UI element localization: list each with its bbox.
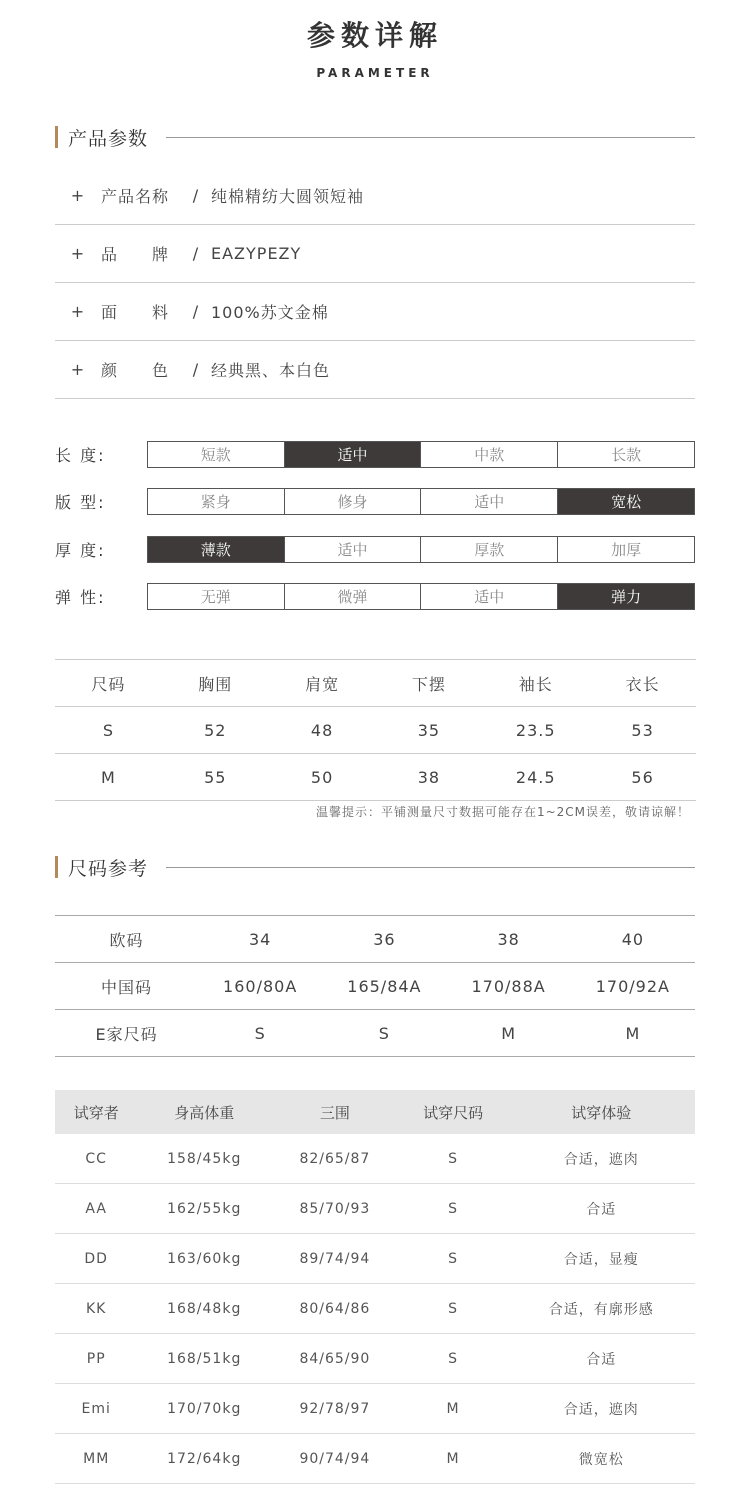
page-subtitle: PARAMETER [316, 66, 434, 80]
separator: / [192, 185, 200, 205]
product-section-header [55, 125, 695, 149]
table-cell: S [198, 1010, 322, 1057]
table-cell: 170/88A [447, 963, 571, 1010]
param-label: 面 料 [101, 302, 170, 322]
size-table-header [55, 660, 696, 707]
scale-row [55, 441, 695, 468]
table-cell: S [399, 1184, 508, 1234]
table-cell: 合适，有廓形感 [507, 1284, 695, 1334]
scale-option: 宽松 [557, 489, 694, 514]
table-cell: 52 [162, 707, 269, 754]
table-row [55, 707, 696, 754]
table-cell: DD [55, 1234, 137, 1284]
table-cell: 168/48kg [137, 1284, 271, 1334]
scale-option: 适中 [284, 442, 421, 467]
param-value: 纯棉精纺大圆领短袖 [211, 186, 365, 206]
table-cell: 160/80A [198, 963, 322, 1010]
table-cell: M [571, 1010, 695, 1057]
param-label: 颜 色 [101, 360, 170, 380]
scale-option: 修身 [284, 489, 421, 514]
header-cell: 试穿体验 [507, 1090, 695, 1134]
table-cell: 23.5 [482, 707, 589, 754]
scale-label: 版 型: [55, 493, 106, 512]
table-cell: 合适，遮肉 [507, 1384, 695, 1434]
table-row [55, 754, 696, 801]
table-cell: 172/64kg [137, 1434, 271, 1484]
scale-option: 中款 [420, 442, 557, 467]
scale-label: 弹 性: [55, 588, 106, 607]
size-table [55, 659, 696, 801]
scale-option: 薄款 [148, 537, 284, 562]
table-cell: S [399, 1134, 508, 1184]
param-value: 经典黑、本白色 [211, 360, 331, 380]
header-cell: 胸围 [162, 660, 269, 707]
table-cell: 92/78/97 [271, 1384, 399, 1434]
table-cell: S [55, 707, 162, 754]
table-cell: 中国码 [55, 963, 198, 1010]
table-cell: KK [55, 1284, 137, 1334]
trial-table-header [55, 1090, 695, 1134]
table-cell: 24.5 [482, 754, 589, 801]
table-cell: 35 [375, 707, 482, 754]
scale-label: 厚 度: [55, 541, 106, 560]
table-cell: 欧码 [55, 916, 198, 963]
scale-option: 适中 [420, 489, 557, 514]
table-cell: 50 [269, 754, 376, 801]
table-cell: 合适，遮肉 [507, 1134, 695, 1184]
table-cell: 55 [162, 754, 269, 801]
table-cell: 合适，显瘦 [507, 1234, 695, 1284]
param-label: 产品名称 [101, 186, 170, 206]
table-cell: 48 [269, 707, 376, 754]
table-cell: 162/55kg [137, 1184, 271, 1234]
header-cell: 三围 [271, 1090, 399, 1134]
scale-option: 加厚 [557, 537, 694, 562]
table-row [55, 1434, 695, 1484]
table-cell: 158/45kg [137, 1134, 271, 1184]
header-cell: 下摆 [375, 660, 482, 707]
table-cell: 163/60kg [137, 1234, 271, 1284]
size-ref-section-header [55, 855, 695, 879]
size-reference-table [55, 915, 695, 1057]
param-value: EAZYPEZY [211, 243, 302, 263]
header-cell: 肩宽 [269, 660, 376, 707]
separator: / [192, 359, 200, 379]
scale-option: 适中 [284, 537, 421, 562]
scale-options [147, 583, 695, 610]
table-row [55, 916, 695, 963]
table-cell: PP [55, 1334, 137, 1384]
plus-icon: + [70, 359, 86, 379]
section-divider [166, 137, 695, 138]
scale-option: 紧身 [200, 493, 231, 511]
table-cell: 84/65/90 [271, 1334, 399, 1384]
scale-option: 适中 [420, 584, 557, 609]
scale-row [55, 536, 695, 563]
table-row [55, 1384, 695, 1434]
table-cell: 38 [375, 754, 482, 801]
table-cell: S [399, 1234, 508, 1284]
table-cell: 168/51kg [137, 1334, 271, 1384]
product-param-row [55, 340, 695, 399]
table-cell: 合适 [507, 1184, 695, 1234]
header-cell: 尺码 [55, 660, 162, 707]
table-cell: Emi [55, 1384, 137, 1434]
table-cell: M [447, 1010, 571, 1057]
header-cell: 衣长 [589, 660, 696, 707]
table-cell: AA [55, 1184, 137, 1234]
table-cell: M [55, 754, 162, 801]
table-row [55, 1234, 695, 1284]
table-cell: 56 [589, 754, 696, 801]
table-cell: S [399, 1334, 508, 1384]
param-value: 100%苏文金棉 [211, 302, 329, 322]
header-cell: 试穿尺码 [399, 1090, 508, 1134]
table-row [55, 1010, 695, 1057]
table-cell: 85/70/93 [271, 1184, 399, 1234]
table-row [55, 1184, 695, 1234]
scale-row [55, 488, 695, 515]
plus-icon: + [70, 301, 86, 321]
plus-icon: + [70, 185, 86, 205]
table-row [55, 1134, 695, 1184]
scale-option: 长款 [557, 442, 694, 467]
scale-options [147, 536, 695, 563]
table-cell: S [322, 1010, 446, 1057]
scale-options [147, 488, 695, 515]
size-ref-section-title: 尺码参考 [68, 857, 149, 880]
table-cell: 合适 [507, 1334, 695, 1384]
table-cell: M [399, 1384, 508, 1434]
table-cell: 40 [571, 916, 695, 963]
product-param-row [55, 166, 695, 225]
table-cell: 89/74/94 [271, 1234, 399, 1284]
table-cell: 微宽松 [507, 1434, 695, 1484]
product-param-row [55, 224, 695, 283]
product-param-row [55, 282, 695, 341]
section-divider [166, 867, 695, 868]
table-cell: 80/64/86 [271, 1284, 399, 1334]
table-cell: 90/74/94 [271, 1434, 399, 1484]
table-cell: 82/65/87 [271, 1134, 399, 1184]
table-cell: MM [55, 1434, 137, 1484]
scale-label: 长 度: [55, 446, 106, 465]
scale-option: 无弹 [200, 588, 231, 606]
scale-options [147, 441, 695, 468]
plus-icon: + [70, 243, 86, 263]
table-cell: E家尺码 [55, 1010, 198, 1057]
measurement-note: 温馨提示：平铺测量尺寸数据可能存在1~2CM误差，敬请谅解！ [315, 805, 690, 819]
page-title: 参数详解 [306, 19, 443, 52]
header-cell: 试穿者 [55, 1090, 137, 1134]
table-cell: M [399, 1434, 508, 1484]
table-cell: 36 [322, 916, 446, 963]
table-row [55, 963, 695, 1010]
table-cell: 170/92A [571, 963, 695, 1010]
separator: / [192, 301, 200, 321]
scale-row [55, 583, 695, 610]
table-row [55, 1334, 695, 1384]
table-cell: 38 [447, 916, 571, 963]
separator: / [192, 243, 200, 263]
param-label: 品 牌 [101, 244, 170, 264]
table-cell: 34 [198, 916, 322, 963]
scale-option: 弹力 [557, 584, 694, 609]
table-cell: S [399, 1284, 508, 1334]
table-cell: 53 [589, 707, 696, 754]
section-accent-bar [55, 856, 58, 878]
product-section-title: 产品参数 [68, 127, 149, 150]
scale-option: 厚款 [420, 537, 557, 562]
section-accent-bar [55, 126, 58, 148]
scale-option: 短款 [200, 446, 231, 464]
header-cell: 袖长 [482, 660, 589, 707]
trial-table [55, 1090, 695, 1484]
table-cell: 165/84A [322, 963, 446, 1010]
table-cell: 170/70kg [137, 1384, 271, 1434]
scale-option: 微弹 [284, 584, 421, 609]
header-cell: 身高体重 [137, 1090, 271, 1134]
table-cell: CC [55, 1134, 137, 1184]
table-row [55, 1284, 695, 1334]
